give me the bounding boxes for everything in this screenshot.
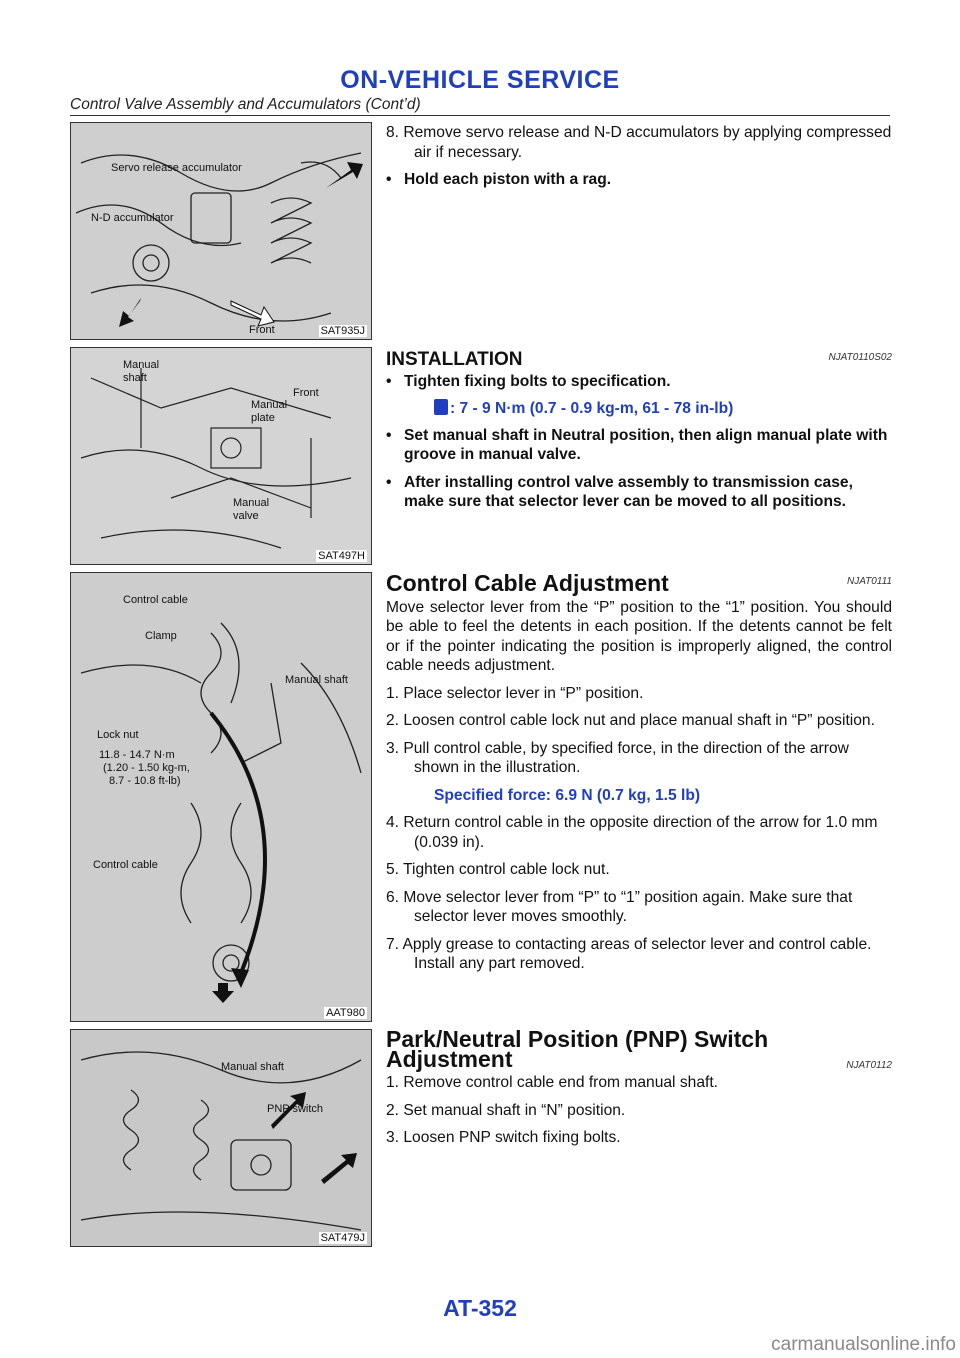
- label-manual-shaft: Manual shaft: [285, 674, 348, 686]
- figure-sat935j: [70, 122, 372, 340]
- page-subtitle: Control Valve Assembly and Accumulators (Cont’d): [70, 96, 421, 113]
- figure-code: SAT935J: [320, 325, 365, 337]
- text-block-accumulators: [386, 123, 892, 198]
- step-8: 8. Remove servo release and N-D accumulators by applying compressed air if necessary.: [386, 124, 892, 161]
- figure-aat980: [70, 572, 372, 1022]
- step-2: 2. Set manual shaft in “N” position.: [386, 1101, 626, 1119]
- intro-paragraph: Move selector lever from the “P” position to the “1” position. You should be able to feel the detents in each position. If the detents cannot be felt or if the pointer indicating the position is improperly aligned, the control cable needs adjustment.: [386, 598, 892, 674]
- label-pnp-switch: PNP switch: [267, 1103, 324, 1115]
- step-1: 1. Remove control cable end from manual shaft.: [386, 1074, 718, 1091]
- watermark: carmanualsonline.info: [771, 1334, 956, 1355]
- label-plate: plate: [251, 412, 275, 424]
- heading-installation: INSTALLATION NJAT0110S02: [386, 349, 892, 370]
- step-6: 6. Move selector lever from “P” to “1” position again. Make sure that selector lever moves smoothly.: [386, 888, 853, 925]
- label-front: Front: [249, 324, 275, 336]
- step-7: 7. Apply grease to contacting areas of selector lever and control cable. Install any part removed.: [386, 935, 872, 972]
- text-block-installation: [386, 350, 892, 520]
- label-lock-nut: Lock nut: [97, 729, 139, 741]
- figure-sat497h: [70, 347, 372, 565]
- label-shaft: shaft: [123, 372, 147, 384]
- torque-spec: : 7 - 9 N·m (0.7 - 0.9 kg-m, 61 - 78 in-lb): [386, 399, 892, 419]
- bullet-hold-piston: • Hold each piston with a rag.: [386, 171, 612, 188]
- bullet-after-installing: • After installing control valve assembly to transmission case, make sure that selector lever can be moved to all positions.: [386, 473, 853, 510]
- bullet-tighten-bolts: • Tighten fixing bolts to specification.: [386, 372, 671, 390]
- figure-code: SAT497H: [318, 550, 365, 562]
- step-3: 3. Pull control cable, by specified force, in the direction of the arrow shown in the illustration.: [386, 739, 849, 776]
- torque-icon: [434, 399, 448, 415]
- label-manual-2: Manual: [251, 399, 288, 411]
- step-2: 2. Loosen control cable lock nut and place manual shaft in “P” position.: [386, 712, 875, 729]
- text-block-control-cable: [386, 570, 892, 982]
- label-front: Front: [293, 387, 319, 399]
- step-1: 1. Place selector lever in “P” position.: [386, 684, 644, 702]
- accumulator-illustration: [71, 123, 372, 340]
- manual-valve-illustration: [71, 348, 372, 565]
- label-torque-3: 8.7 - 10.8 ft-lb): [109, 775, 181, 787]
- text-block-pnp-switch: [386, 1026, 892, 1156]
- label-manual: Manual: [123, 359, 160, 371]
- label-servo-release-accumulator: Servo release accumulator: [111, 162, 242, 174]
- specified-force: Specified force: 6.9 N (0.7 kg, 1.5 lb): [434, 786, 701, 804]
- label-valve: valve: [233, 510, 259, 522]
- header-rule: [70, 115, 890, 116]
- label-nd-accumulator: N-D accumulator: [91, 212, 174, 224]
- label-manual-shaft: Manual shaft: [221, 1061, 284, 1073]
- heading-pnp-switch-adjustment: Park/Neutral Position (PNP) Switch Adjustment NJAT0112: [386, 1026, 892, 1072]
- label-control-cable: Control cable: [123, 594, 188, 606]
- page-number: AT-352: [443, 1295, 517, 1321]
- step-5: 5. Tighten control cable lock nut.: [386, 861, 610, 878]
- control-cable-illustration: [71, 573, 372, 1022]
- bullet-set-manual-shaft: • Set manual shaft in Neutral position, then align manual plate with groove in manual valve.: [386, 426, 888, 463]
- page-header: [0, 66, 960, 95]
- page-title: ON-VEHICLE SERVICE: [340, 66, 620, 94]
- heading-control-cable-adjustment: Control Cable Adjustment NJAT0111: [386, 570, 892, 596]
- label-manual-3: Manual: [233, 497, 270, 509]
- label-control-cable-2: Control cable: [93, 859, 158, 871]
- pnp-switch-illustration: [71, 1030, 372, 1247]
- step-4: 4. Return control cable in the opposite direction of the arrow for 1.0 mm (0.039 in).: [386, 814, 878, 851]
- figure-code: SAT479J: [320, 1232, 365, 1244]
- label-clamp: Clamp: [145, 630, 177, 642]
- figure-code: AAT980: [326, 1007, 365, 1019]
- figure-sat479j: [70, 1029, 372, 1247]
- step-3: 3. Loosen PNP switch fixing bolts.: [386, 1129, 621, 1146]
- label-torque-2: (1.20 - 1.50 kg-m,: [103, 762, 190, 774]
- label-torque-1: 11.8 - 14.7 N·m: [99, 749, 175, 761]
